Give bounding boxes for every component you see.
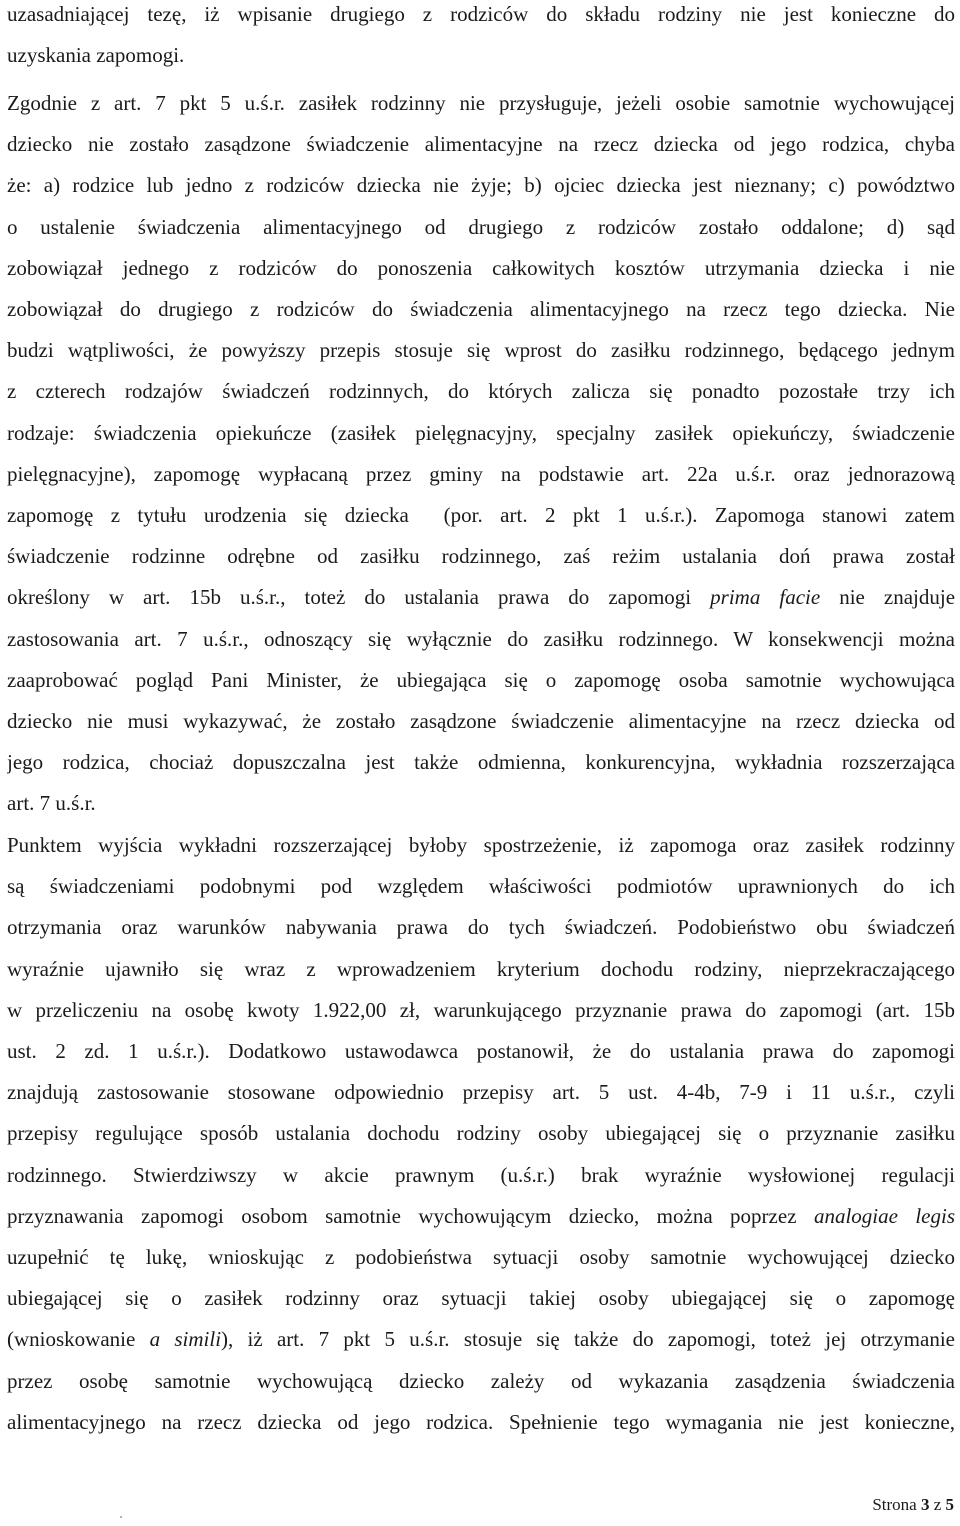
text-segment: określony w art. 15b u.ś.r., toteż do ustalania prawa do zapomogi <box>7 585 711 609</box>
text-segment: są świadczeniami podobnymi pod względem właściwości podmiotów uprawnionych do ich <box>7 874 955 898</box>
text-line <box>7 1367 955 1395</box>
text-segment: świadczenie rodzinne odrębne od zasiłku rodzinnego, zaś reżim ustalania doń prawa został <box>7 544 955 568</box>
text-line <box>7 254 955 282</box>
text-segment: (wnioskowanie <box>7 1327 150 1351</box>
text-segment: przepisy regulujące sposób ustalania dochodu rodziny osoby ubiegającej się o przyznanie zasiłku <box>7 1121 955 1145</box>
text-line <box>7 789 955 817</box>
italic-term: prima facie <box>710 585 821 609</box>
text-line <box>7 295 955 323</box>
page-separator: z <box>933 1495 942 1514</box>
text-line <box>7 542 955 570</box>
text-segment: Zgodnie z art. 7 pkt 5 u.ś.r. zasiłek rodzinny nie przysługuje, jeżeli osobie samotnie wychowującej <box>7 91 955 115</box>
text-line <box>7 130 955 158</box>
text-line <box>7 872 955 900</box>
text-line <box>7 748 955 776</box>
text-segment: ust. 2 zd. 1 u.ś.r.). Dodatkowo ustawodawca postanowił, że do ustalania prawa do zapomogi <box>7 1039 955 1063</box>
text-line <box>7 1078 955 1106</box>
text-line <box>7 213 955 241</box>
text-line <box>7 41 955 69</box>
text-line <box>7 831 955 859</box>
text-line <box>7 583 955 611</box>
text-line <box>7 1202 955 1230</box>
text-segment: zaaprobować pogląd Pani Minister, że ubiegająca się o zapomogę osoba samotnie wychowująca <box>7 668 955 692</box>
text-line <box>7 1037 955 1065</box>
text-line <box>7 377 955 405</box>
text-segment: zapomogę z tytułu urodzenia się dziecka (por. art. 2 pkt 1 u.ś.r.). Zapomoga stanowi zatem <box>7 503 955 527</box>
text-segment: przez osobę samotnie wychowującą dziecko zależy od wykazania zasądzenia świadczenia <box>7 1369 955 1393</box>
text-segment: wyraźnie ujawniło się wraz z wprowadzeniem kryterium dochodu rodziny, nieprzekraczającego <box>7 957 955 981</box>
text-segment: że: a) rodzice lub jedno z rodziców dziecka nie żyje; b) ojciec dziecka jest nieznany; c) powództwo <box>7 173 955 197</box>
italic-term: a simili <box>149 1327 222 1351</box>
text-line <box>7 0 955 28</box>
text-line <box>7 336 955 364</box>
italic-term: analogiae legis <box>813 1204 955 1228</box>
text-line <box>7 1408 955 1436</box>
text-segment: zastosowania art. 7 u.ś.r., odnoszący się wyłącznie do zasiłku rodzinnego. W konsekwencji można <box>7 627 955 651</box>
text-segment: zobowiązał do drugiego z rodziców do świadczenia alimentacyjnego na rzecz tego dziecka. Nie <box>7 297 955 321</box>
text-line <box>7 666 955 694</box>
text-line <box>7 625 955 653</box>
text-segment: otrzymania oraz warunków nabywania prawa do tych świadczeń. Podobieństwo obu świadczeń <box>7 915 955 939</box>
text-segment: dziecko nie zostało zasądzone świadczenie alimentacyjne na rzecz dziecka od jego rodzica, chyba <box>7 132 955 156</box>
total-pages-number: 5 <box>945 1495 954 1514</box>
text-segment: znajdują zastosowanie stosowane odpowiednio przepisy art. 5 ust. 4-4b, 7-9 i 11 u.ś.r., czyli <box>7 1080 955 1104</box>
text-line <box>7 913 955 941</box>
text-segment: Punktem wyjścia wykładni rozszerzającej byłoby spostrzeżenie, iż zapomoga oraz zasiłek rodzinny <box>7 833 955 857</box>
text-segment: zobowiązał jednego z rodziców do ponoszenia całkowitych kosztów utrzymania dziecka i nie <box>7 256 955 280</box>
text-segment: z czterech rodzajów świadczeń rodzinnych, do których zalicza się ponadto pozostałe trzy ich <box>7 379 955 403</box>
text-segment: o ustalenie świadczenia alimentacyjnego od drugiego z rodziców zostało oddalone; d) sąd <box>7 215 955 239</box>
text-line <box>7 1161 955 1189</box>
text-line <box>7 460 955 488</box>
text-line <box>7 996 955 1024</box>
text-segment: uzyskania zapomogi. <box>7 43 185 67</box>
text-line <box>7 501 955 529</box>
text-segment: rodzinnego. Stwierdziwszy w akcie prawnym (u.ś.r.) brak wyraźnie wysłowionej regulacji <box>7 1163 955 1187</box>
text-segment: w przeliczeniu na osobę kwoty 1.922,00 zł, warunkującego przyznanie prawa do zapomogi (art. 15b <box>7 998 955 1022</box>
text-segment: uzupełnić tę lukę, wnioskując z podobieństwa sytuacji osoby samotnie wychowującej dziecko <box>7 1245 955 1269</box>
text-segment: nie znajduje <box>820 585 955 609</box>
text-line <box>7 1325 955 1353</box>
text-line <box>7 419 955 447</box>
text-segment: jego rodzica, chociaż dopuszczalna jest także odmienna, konkurencyjna, wykładnia rozszerzająca <box>7 750 955 774</box>
scan-speck <box>120 1516 122 1518</box>
text-segment: ubiegającej się o zasiłek rodzinny oraz sytuacji takiej osoby ubiegającej się o zapomogę <box>7 1286 955 1310</box>
text-line <box>7 1119 955 1147</box>
text-segment: art. 7 u.ś.r. <box>7 791 96 815</box>
text-line <box>7 955 955 983</box>
text-line <box>7 89 955 117</box>
text-segment: przyznawania zapomogi osobom samotnie wychowującym dziecko, można poprzez <box>7 1204 814 1228</box>
page-footer <box>872 1494 954 1516</box>
current-page-number: 3 <box>920 1495 930 1514</box>
page-label: Strona <box>872 1495 917 1514</box>
text-segment: pielęgnacyjne), zapomogę wypłacaną przez gminy na podstawie art. 22a u.ś.r. oraz jednorazową <box>7 462 955 486</box>
text-segment: alimentacyjnego na rzecz dziecka od jego rodzica. Spełnienie tego wymagania nie jest konieczne, <box>7 1410 955 1434</box>
text-segment: ), iż art. 7 pkt 5 u.ś.r. stosuje się także do zapomogi, toteż jej otrzymanie <box>221 1327 955 1351</box>
text-line <box>7 1284 955 1312</box>
text-segment: rodzaje: świadczenia opiekuńcze (zasiłek pielęgnacyjny, specjalny zasiłek opiekuńczy, świadczenie <box>7 421 955 445</box>
text-segment: uzasadniającej tezę, iż wpisanie drugiego z rodziców do składu rodziny nie jest konieczne do <box>7 2 955 26</box>
text-segment: dziecko nie musi wykazywać, że zostało zasądzone świadczenie alimentacyjne na rzecz dziecka od <box>7 709 955 733</box>
text-segment: budzi wątpliwości, że powyższy przepis stosuje się wprost do zasiłku rodzinnego, będącego jednym <box>7 338 955 362</box>
text-line <box>7 171 955 199</box>
text-line <box>7 707 955 735</box>
text-line <box>7 1243 955 1271</box>
